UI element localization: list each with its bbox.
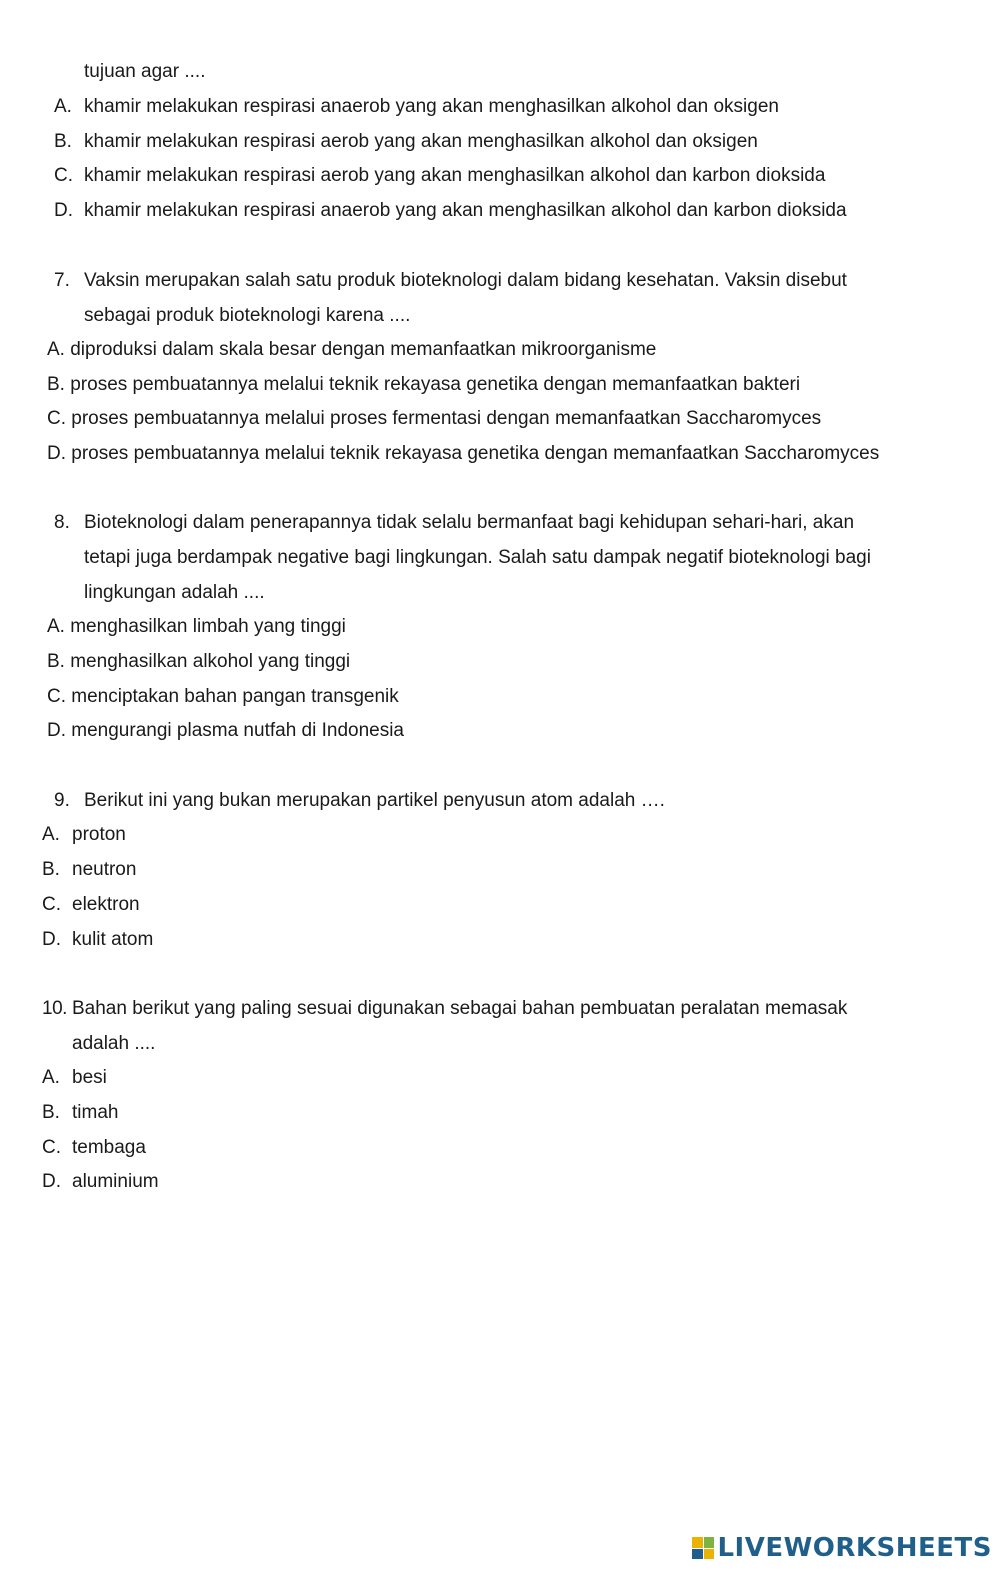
option-letter: A. — [42, 1067, 60, 1088]
q9-option-a[interactable] — [42, 823, 126, 847]
liveworksheets-logo — [692, 1533, 992, 1563]
q6-option-b[interactable] — [54, 130, 758, 154]
q7-stem-line-1 — [54, 269, 847, 293]
q7-option-a[interactable]: A. diproduksi dalam skala besar dengan memanfaatkan mikroorganisme — [47, 339, 657, 360]
q9-stem — [54, 789, 665, 813]
q10-stem-line-1 — [42, 997, 847, 1021]
q8-stem-line-3: lingkungan adalah .... — [84, 582, 265, 603]
option-letter: C. — [42, 894, 61, 915]
option-text: khamir melakukan respirasi aerob yang akan menghasilkan alkohol dan karbon dioksida — [84, 165, 826, 186]
q8-stem-line-2: tetapi juga berdampak negative bagi lingkungan. Salah satu dampak negatif bioteknologi bagi — [84, 547, 871, 568]
q8-option-b[interactable]: B. menghasilkan alkohol yang tinggi — [47, 651, 351, 672]
q9-option-d[interactable] — [42, 928, 153, 952]
option-text: tembaga — [72, 1137, 146, 1158]
option-letter: B. — [42, 859, 60, 880]
option-letter: C. — [42, 1137, 61, 1158]
q6-option-c[interactable] — [54, 164, 825, 188]
logo-text: LIVEWORKSHEETS — [717, 1533, 992, 1563]
question-number: 8. — [54, 512, 70, 533]
option-text: khamir melakukan respirasi anaerob yang akan menghasilkan alkohol dan oksigen — [84, 96, 779, 117]
option-text: aluminium — [72, 1171, 159, 1192]
q8-option-d[interactable]: D. mengurangi plasma nutfah di Indonesia — [47, 720, 405, 741]
option-letter: D. — [42, 1171, 61, 1192]
question-number: 9. — [54, 790, 70, 811]
q7-option-c[interactable]: C. proses pembuatannya melalui proses fermentasi dengan memanfaatkan Saccharomyces — [47, 408, 822, 429]
option-text: khamir melakukan respirasi aerob yang akan menghasilkan alkohol dan oksigen — [84, 131, 758, 152]
liveworksheets-mark-icon — [692, 1537, 714, 1559]
q10-option-c[interactable] — [42, 1136, 146, 1160]
q8-stem-line-1 — [54, 511, 854, 535]
q10-option-d[interactable] — [42, 1170, 159, 1194]
option-letter: A. — [42, 824, 60, 845]
q8-option-a[interactable]: A. menghasilkan limbah yang tinggi — [47, 616, 346, 637]
question-text: Berikut ini yang bukan merupakan partikel penyusun atom adalah …. — [84, 790, 665, 811]
q6-stem-continuation: tujuan agar .... — [84, 61, 206, 82]
q10-option-b[interactable] — [42, 1101, 118, 1125]
option-text: proton — [72, 824, 126, 845]
option-letter: B. — [42, 1102, 60, 1123]
q6-option-d[interactable] — [54, 199, 847, 223]
option-text: elektron — [72, 894, 140, 915]
option-letter: A. — [54, 96, 72, 117]
q8-option-c[interactable]: C. menciptakan bahan pangan transgenik — [47, 686, 399, 707]
q10-stem-line-2: adalah .... — [72, 1033, 156, 1054]
option-text: timah — [72, 1102, 119, 1123]
question-text: Vaksin merupakan salah satu produk bioteknologi dalam bidang kesehatan. Vaksin disebut — [84, 270, 847, 291]
q7-option-d[interactable]: D. proses pembuatannya melalui teknik rekayasa genetika dengan memanfaatkan Saccharomyces — [47, 443, 880, 464]
q7-stem-line-2: sebagai produk bioteknologi karena .... — [84, 305, 411, 326]
q6-option-a[interactable] — [54, 95, 779, 119]
option-letter: C. — [54, 165, 73, 186]
option-letter: B. — [54, 131, 72, 152]
q9-option-b[interactable] — [42, 858, 136, 882]
question-text: Bahan berikut yang paling sesuai digunakan sebagai bahan pembuatan peralatan memasak — [72, 998, 848, 1019]
q10-option-a[interactable] — [42, 1066, 107, 1090]
option-text: neutron — [72, 859, 137, 880]
q9-option-c[interactable] — [42, 893, 140, 917]
question-text: Bioteknologi dalam penerapannya tidak selalu bermanfaat bagi kehidupan sehari-hari, akan — [84, 512, 855, 533]
option-text: khamir melakukan respirasi anaerob yang akan menghasilkan alkohol dan karbon dioksida — [84, 200, 847, 221]
question-number: 10. — [42, 998, 67, 1019]
question-number: 7. — [54, 270, 70, 291]
option-text: kulit atom — [72, 929, 154, 950]
option-letter: D. — [42, 929, 61, 950]
option-text: besi — [72, 1067, 107, 1088]
q7-option-b[interactable]: B. proses pembuatannya melalui teknik rekayasa genetika dengan memanfaatkan bakteri — [47, 374, 801, 395]
option-letter: D. — [54, 200, 73, 221]
